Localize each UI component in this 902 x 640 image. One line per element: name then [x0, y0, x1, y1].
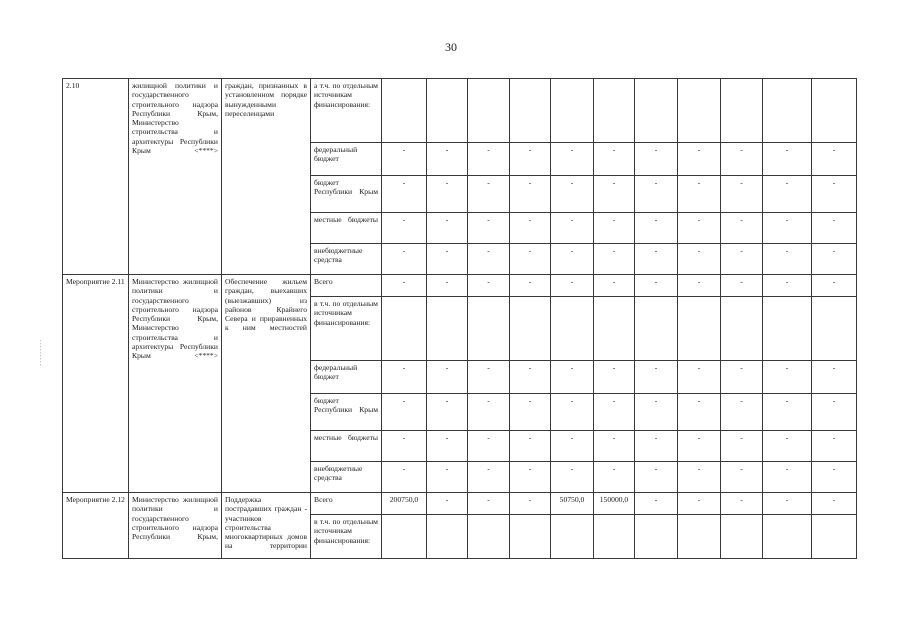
- value-cell: -: [635, 394, 678, 431]
- value-cell: -: [594, 176, 635, 213]
- value-cell: -: [721, 361, 763, 394]
- value-cell: -: [510, 213, 551, 244]
- value-cell: -: [468, 361, 510, 394]
- value-cell: -: [594, 275, 635, 297]
- value-cell: -: [721, 176, 763, 213]
- value-cell: -: [594, 213, 635, 244]
- funding-source-cell: внебюджетные средства: [311, 462, 382, 493]
- value-cell: [427, 297, 468, 361]
- funding-table: [62, 78, 857, 559]
- value-cell: -: [468, 143, 510, 176]
- value-cell: -: [510, 462, 551, 493]
- value-cell: -: [468, 213, 510, 244]
- funding-source-cell: местные бюджеты: [311, 213, 382, 244]
- page-number: 30: [445, 40, 457, 54]
- event-name-cell: Мероприятие 2.11: [63, 275, 129, 493]
- value-cell: -: [678, 431, 721, 462]
- value-cell: -: [812, 431, 857, 462]
- value-cell: -: [763, 213, 812, 244]
- value-cell: -: [812, 176, 857, 213]
- value-cell: -: [382, 431, 427, 462]
- executor-cell: Министерство жилищной политики и государственного строительного надзора Республики Крым, Министерство строительства и архитектуры Республики Крым <****>: [129, 275, 222, 493]
- value-cell: -: [427, 431, 468, 462]
- value-cell: -: [678, 213, 721, 244]
- value-cell: -: [678, 493, 721, 515]
- value-cell: -: [812, 462, 857, 493]
- value-cell: -: [763, 176, 812, 213]
- value-cell: -: [812, 244, 857, 275]
- event-name-cell: 2.10: [63, 79, 129, 275]
- value-cell: -: [427, 143, 468, 176]
- value-cell: -: [678, 143, 721, 176]
- value-cell: -: [763, 493, 812, 515]
- funding-source-cell: местные бюджеты: [311, 431, 382, 462]
- value-cell: -: [635, 143, 678, 176]
- value-cell: -: [594, 244, 635, 275]
- value-cell: [635, 515, 678, 559]
- value-cell: -: [427, 213, 468, 244]
- value-cell: -: [510, 394, 551, 431]
- description-cell: Обеспечение жильем граждан, выехавших (выезжавших) из районов Крайнего Севера и приравненных к ним местностей: [222, 275, 311, 493]
- funding-source-cell: бюджет Республики Крым: [311, 176, 382, 213]
- value-cell: -: [721, 462, 763, 493]
- value-cell: [382, 515, 427, 559]
- value-cell: -: [551, 176, 594, 213]
- value-cell: -: [551, 394, 594, 431]
- value-cell: -: [763, 394, 812, 431]
- value-cell: -: [382, 462, 427, 493]
- value-cell: -: [763, 244, 812, 275]
- value-cell: [763, 515, 812, 559]
- value-cell: -: [510, 244, 551, 275]
- value-cell: -: [812, 394, 857, 431]
- value-cell: [635, 79, 678, 143]
- funding-source-cell: федеральный бюджет: [311, 361, 382, 394]
- value-cell: [594, 79, 635, 143]
- value-cell: -: [812, 493, 857, 515]
- value-cell: [763, 79, 812, 143]
- value-cell: -: [382, 361, 427, 394]
- value-cell: -: [510, 493, 551, 515]
- value-cell: -: [635, 431, 678, 462]
- value-cell: -: [678, 462, 721, 493]
- funding-source-cell: Всего: [311, 493, 382, 515]
- value-cell: [721, 79, 763, 143]
- executor-cell: жилищной политики и государственного строительного надзора Республики Крым, Министерство строительства и архитектуры Республики Крым <****>: [129, 79, 222, 275]
- funding-source-cell: внебюджетные средства: [311, 244, 382, 275]
- value-cell: [427, 79, 468, 143]
- value-cell: 50750,0: [551, 493, 594, 515]
- event-name-cell: Мероприятие 2.12: [63, 493, 129, 559]
- value-cell: [427, 515, 468, 559]
- value-cell: [763, 297, 812, 361]
- value-cell: -: [468, 244, 510, 275]
- value-cell: 150000,0: [594, 493, 635, 515]
- value-cell: 200750,0: [382, 493, 427, 515]
- value-cell: [812, 79, 857, 143]
- value-cell: -: [678, 275, 721, 297]
- value-cell: -: [721, 431, 763, 462]
- value-cell: -: [551, 244, 594, 275]
- value-cell: -: [427, 275, 468, 297]
- value-cell: -: [594, 361, 635, 394]
- value-cell: [510, 79, 551, 143]
- value-cell: -: [382, 176, 427, 213]
- value-cell: [382, 297, 427, 361]
- value-cell: -: [510, 431, 551, 462]
- value-cell: [812, 515, 857, 559]
- value-cell: -: [468, 431, 510, 462]
- table-row: [63, 493, 857, 515]
- value-cell: [721, 515, 763, 559]
- value-cell: [635, 297, 678, 361]
- value-cell: [678, 297, 721, 361]
- value-cell: -: [468, 462, 510, 493]
- value-cell: -: [812, 143, 857, 176]
- description-cell: Поддержка пострадавших граждан - участников строительства многоквартирных домов на территории: [222, 493, 311, 559]
- value-cell: -: [427, 493, 468, 515]
- value-cell: [468, 79, 510, 143]
- value-cell: -: [551, 431, 594, 462]
- value-cell: -: [468, 176, 510, 213]
- value-cell: -: [763, 431, 812, 462]
- value-cell: [468, 515, 510, 559]
- value-cell: [551, 79, 594, 143]
- funding-source-cell: Всего: [311, 275, 382, 297]
- value-cell: -: [468, 275, 510, 297]
- value-cell: [510, 515, 551, 559]
- value-cell: [594, 297, 635, 361]
- value-cell: -: [551, 275, 594, 297]
- value-cell: -: [635, 244, 678, 275]
- value-cell: [812, 297, 857, 361]
- value-cell: -: [678, 361, 721, 394]
- value-cell: [510, 297, 551, 361]
- value-cell: -: [678, 176, 721, 213]
- value-cell: [678, 515, 721, 559]
- table-row: [63, 275, 857, 297]
- value-cell: -: [721, 213, 763, 244]
- funding-source-cell: а т.ч. по отдельным источникам финансирования:: [311, 79, 382, 143]
- value-cell: -: [635, 462, 678, 493]
- value-cell: -: [721, 493, 763, 515]
- value-cell: -: [812, 275, 857, 297]
- value-cell: -: [721, 275, 763, 297]
- funding-source-cell: в т.ч. по отдельным источникам финансирования:: [311, 515, 382, 559]
- funding-source-cell: в т.ч. по отдельным источникам финансирования:: [311, 297, 382, 361]
- value-cell: -: [594, 143, 635, 176]
- value-cell: -: [635, 176, 678, 213]
- value-cell: -: [635, 213, 678, 244]
- description-cell: граждан, признанных в установленном порядке вынужденными переселенцами: [222, 79, 311, 275]
- value-cell: -: [594, 431, 635, 462]
- value-cell: -: [468, 493, 510, 515]
- table-row: [63, 79, 857, 143]
- value-cell: [382, 79, 427, 143]
- value-cell: [594, 515, 635, 559]
- value-cell: -: [382, 143, 427, 176]
- value-cell: -: [551, 143, 594, 176]
- value-cell: -: [551, 462, 594, 493]
- value-cell: -: [427, 462, 468, 493]
- value-cell: -: [510, 143, 551, 176]
- value-cell: -: [510, 361, 551, 394]
- value-cell: -: [763, 143, 812, 176]
- value-cell: -: [721, 394, 763, 431]
- value-cell: [721, 297, 763, 361]
- value-cell: -: [763, 275, 812, 297]
- value-cell: -: [551, 361, 594, 394]
- value-cell: -: [812, 213, 857, 244]
- value-cell: -: [468, 394, 510, 431]
- funding-source-cell: бюджет Республики Крым: [311, 394, 382, 431]
- value-cell: -: [510, 176, 551, 213]
- value-cell: -: [382, 275, 427, 297]
- value-cell: -: [763, 462, 812, 493]
- value-cell: -: [812, 361, 857, 394]
- value-cell: -: [635, 493, 678, 515]
- value-cell: -: [551, 213, 594, 244]
- value-cell: [678, 79, 721, 143]
- executor-cell: Министерство жилищной политики и государственного строительного надзора Республики Крым,: [129, 493, 222, 559]
- value-cell: -: [427, 176, 468, 213]
- value-cell: [551, 297, 594, 361]
- value-cell: -: [594, 462, 635, 493]
- value-cell: -: [763, 361, 812, 394]
- value-cell: -: [382, 244, 427, 275]
- value-cell: -: [721, 244, 763, 275]
- value-cell: -: [594, 394, 635, 431]
- value-cell: -: [721, 143, 763, 176]
- value-cell: -: [382, 213, 427, 244]
- value-cell: [468, 297, 510, 361]
- value-cell: -: [678, 244, 721, 275]
- value-cell: -: [427, 244, 468, 275]
- value-cell: -: [635, 361, 678, 394]
- value-cell: -: [382, 394, 427, 431]
- value-cell: -: [427, 394, 468, 431]
- value-cell: -: [635, 275, 678, 297]
- value-cell: -: [678, 394, 721, 431]
- margin-mark: [40, 340, 41, 366]
- funding-source-cell: федеральный бюджет: [311, 143, 382, 176]
- value-cell: -: [510, 275, 551, 297]
- value-cell: -: [427, 361, 468, 394]
- value-cell: [551, 515, 594, 559]
